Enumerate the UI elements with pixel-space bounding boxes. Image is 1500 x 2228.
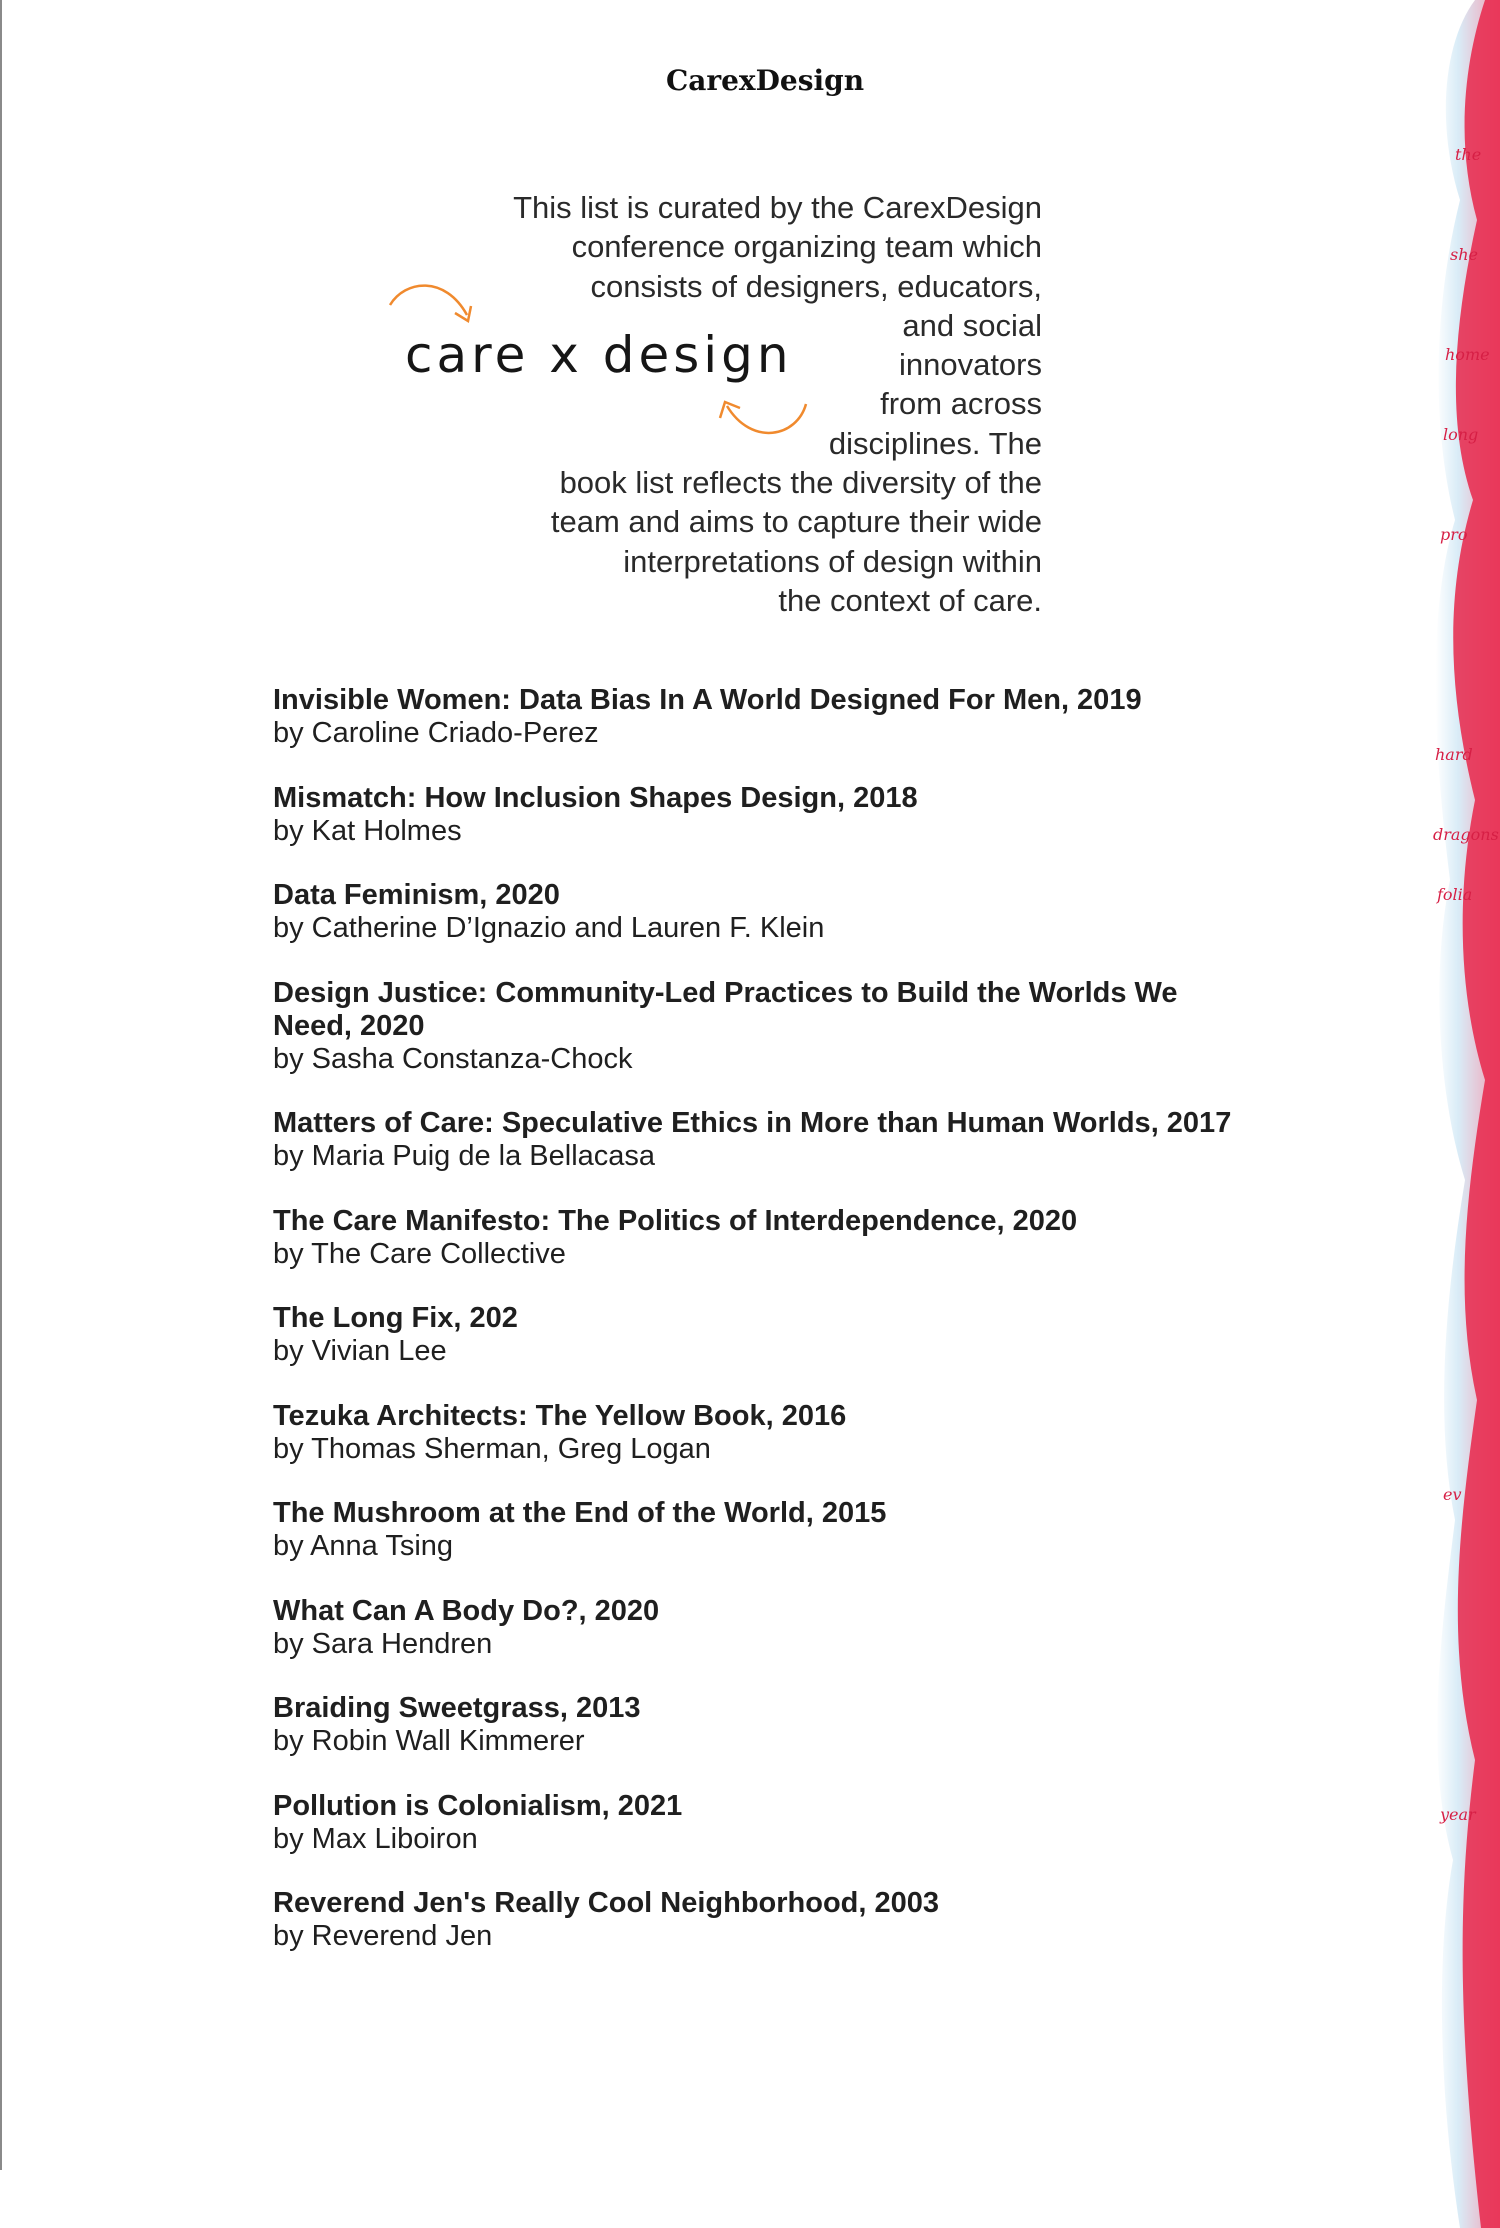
book-entry: [273, 1107, 1253, 1173]
svg-text:the: the: [1455, 145, 1482, 164]
svg-text:folia: folia: [1437, 885, 1473, 904]
book-entry: [273, 1887, 1253, 1953]
book-author: by Max Liboiron: [273, 1822, 478, 1855]
book-title: Reverend Jen's Really Cool Neighborhood, 2003: [273, 1887, 940, 1919]
svg-text:pro: pro: [1440, 525, 1468, 544]
logo-wordmark: care x design: [405, 326, 793, 384]
intro-line: consists of designers, educators,: [590, 268, 1042, 304]
book-author: by Maria Puig de la Bellacasa: [273, 1140, 656, 1172]
intro-line: team and aims to capture their wide: [550, 504, 1042, 540]
book-author: by Robin Wall Kimmerer: [273, 1725, 585, 1757]
book-entry: [273, 1400, 1253, 1466]
book-entry: [273, 1790, 1253, 1856]
svg-text:dragons: dragons: [1433, 825, 1499, 844]
book-author: by Catherine D’Ignazio and Lauren F. Klein: [273, 912, 825, 944]
book-title: Braiding Sweetgrass, 2013: [273, 1692, 641, 1724]
book-title: Matters of Care: Speculative Ethics in More than Human Worlds, 2017: [273, 1107, 1232, 1139]
book-author: by Sara Hendren: [273, 1627, 493, 1660]
book-title: Mismatch: How Inclusion Shapes Design, 2018: [273, 781, 918, 814]
book-author: by The Care Collective: [273, 1237, 566, 1270]
book-title: The Long Fix, 202: [273, 1302, 518, 1334]
book-entry: [273, 684, 1253, 750]
book-author: by Reverend Jen: [273, 1920, 493, 1952]
book-title: The Care Manifesto: The Politics of Interdependence, 2020: [273, 1204, 1078, 1237]
intro-line: innovators: [898, 347, 1042, 383]
intro-paragraph: [400, 188, 1042, 620]
book-title: Pollution is Colonialism, 2021: [273, 1789, 683, 1822]
book-list: [273, 684, 1253, 1985]
intro-line: This list is curated by the CarexDesign: [513, 190, 1042, 225]
intro-line: disciplines. The: [828, 425, 1042, 461]
book-title: The Mushroom at the End of the World, 2015: [273, 1497, 887, 1529]
svg-text:she: she: [1450, 245, 1478, 264]
svg-text:hard: hard: [1435, 745, 1473, 764]
svg-text:year: year: [1440, 1805, 1476, 1824]
book-author: by Vivian Lee: [273, 1335, 447, 1367]
book-title: Invisible Women: Data Bias In A World Designed For Men, 2019: [273, 684, 1142, 716]
book-entry: [273, 782, 1253, 848]
intro-line: from across: [880, 386, 1042, 422]
book-entry: [273, 1595, 1253, 1661]
book-entry: [273, 1302, 1253, 1368]
book-author: by Anna Tsing: [273, 1530, 454, 1562]
book-author: by Caroline Criado-Perez: [273, 717, 599, 749]
intro-line: the context of care.: [778, 582, 1042, 618]
book-title: Tezuka Architects: The Yellow Book, 2016: [273, 1399, 847, 1432]
book-title: What Can A Body Do?, 2020: [273, 1594, 660, 1627]
decorative-typography-art: [1415, 0, 1500, 2228]
left-border-rule: [0, 0, 2, 2170]
book-entry: [273, 1692, 1253, 1758]
intro-line: interpretations of design within: [623, 543, 1042, 579]
book-entry: [273, 1205, 1253, 1271]
intro-line: book list reflects the diversity of the: [559, 465, 1042, 501]
intro-line: conference organizing team which: [571, 229, 1042, 265]
book-entry: [273, 879, 1253, 945]
book-author: by Thomas Sherman, Greg Logan: [273, 1432, 711, 1465]
book-author: by Sasha Constanza-Chock: [273, 1042, 633, 1075]
svg-text:long: long: [1443, 425, 1479, 444]
page-header: CarexDesign: [665, 64, 865, 97]
book-entry: [273, 977, 1253, 1076]
book-author: by Kat Holmes: [273, 814, 462, 847]
book-title: Design Justice: Community-Led Practices to Build the Worlds We Need, 2020: [273, 976, 1178, 1042]
svg-text:home: home: [1445, 345, 1490, 364]
svg-text:ev: ev: [1443, 1485, 1462, 1504]
intro-line: and social: [902, 307, 1042, 343]
book-title: Data Feminism, 2020: [273, 879, 560, 911]
book-entry: [273, 1497, 1253, 1563]
